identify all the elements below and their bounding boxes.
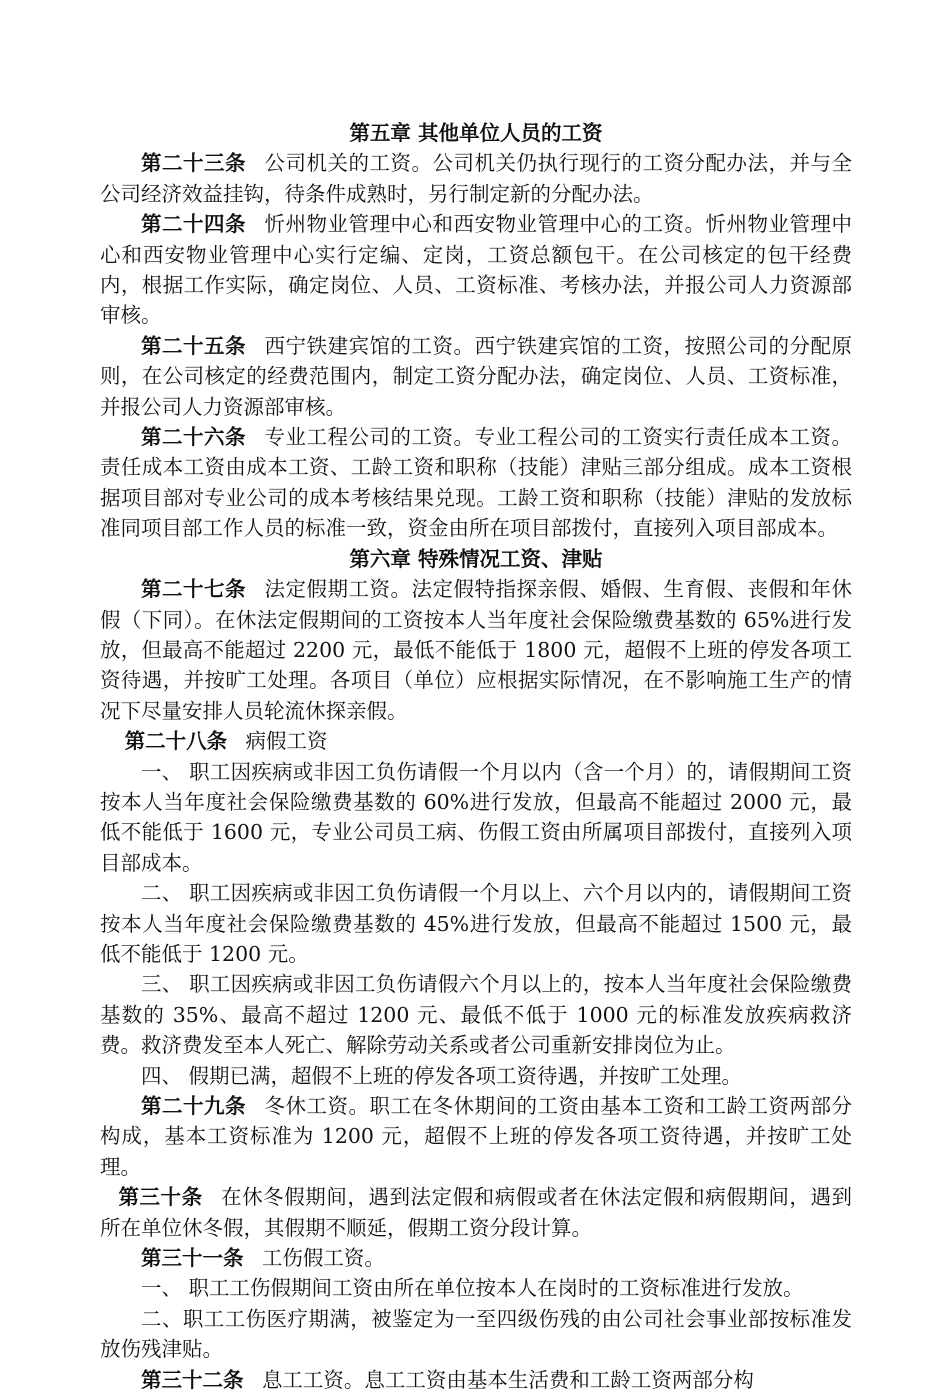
article-24-label: 第二十四条: [141, 212, 247, 237]
article-31-text: 工伤假工资。: [261, 1246, 385, 1271]
article-30: [100, 1182, 852, 1243]
article-30-label: 第三十条: [118, 1185, 203, 1210]
article-30-text: 在休冬假期间，遇到法定假和病假或者在休法定假和病假期间，遇到所在单位休冬假，其假期不顺延，假期工资分段计算。: [100, 1185, 853, 1240]
article-28-label: 第二十八条: [124, 729, 228, 754]
article-28: [100, 726, 852, 756]
article-31-item-1: 一、 职工工伤假期间工资由所在单位按本人在岗时的工资标准进行发放。: [141, 1276, 804, 1301]
article-28-text: 病假工资: [245, 729, 328, 754]
article-28-item-1: 一、 职工因疾病或非因工负伤请假一个月以内（含一个月）的，请假期间工资按本人当年度社会保险缴费基数的 60%进行发放，但最高不能超过 2000 元，最低不能低于 1600 元，专业公司员工病、伤假工资由所属项目部拨付，直接列入项目部成本。: [100, 759, 852, 875]
article-31-item-2: 二、职工工伤医疗期满，被鉴定为一至四级伤残的由公司社会事业部按标准发放伤残津贴。: [100, 1306, 852, 1362]
article-23-label: 第二十三条: [141, 151, 247, 176]
article-24-text: 忻州物业管理中心和西安物业管理中心的工资。忻州物业管理中心和西安物业管理中心实行定编、定岗，工资总额包干。在公司核定的包干经费内，根据工作实际，确定岗位、人员、工资标准、考核办法，并报公司人力资源部审核。: [100, 212, 853, 328]
article-32: [100, 1365, 852, 1395]
article-26-text: 专业工程公司的工资。专业工程公司的工资实行责任成本工资。责任成本工资由成本工资、工龄工资和职称（技能）津贴三部分组成。成本工资根据项目部对专业公司的成本考核结果兑现。工龄工资和职称（技能）津贴的发放标准同项目部工作人员的标准一致，资金由所在项目部拨付，直接列入项目部成本。: [100, 425, 853, 541]
article-24: [100, 209, 852, 331]
article-32-label: 第三十二条: [141, 1367, 244, 1392]
article-31: [100, 1243, 852, 1273]
article-25-text: 西宁铁建宾馆的工资。西宁铁建宾馆的工资，按照公司的分配原则，在公司核定的经费范围内，制定工资分配办法，确定岗位、人员、工资标准，并报公司人力资源部审核。: [100, 333, 853, 419]
chapter-5-title: 第五章 其他单位人员的工资: [349, 121, 603, 145]
article-28-item-3: 三、 职工因疾病或非因工负伤请假六个月以上的，按本人当年度社会保险缴费基数的 35%、最高不超过 1200 元、最低不低于 1000 元的标准发放疾病救济费。救济费发至本人死亡、解除劳动关系或者公司重新安排岗位为止。: [100, 972, 852, 1058]
article-29-label: 第二十九条: [141, 1094, 247, 1118]
chapter-6-title: 第六章 特殊情况工资、津贴: [349, 546, 603, 571]
article-25-label: 第二十五条: [141, 333, 247, 358]
article-23: [100, 148, 852, 209]
article-25: [100, 331, 852, 422]
article-27: [100, 574, 852, 726]
article-29-text: 冬休工资。职工在冬休期间的工资由基本工资和工龄工资两部分构成，基本工资标准为 1200 元，超假不上班的停发各项工资待遇，并按旷工处理。: [100, 1094, 853, 1179]
article-29: [100, 1091, 852, 1182]
article-27-text: 法定假期工资。法定假特指探亲假、婚假、生育假、丧假和年休假（下同）。在休法定假期间的工资按本人当年度社会保险缴费基数的 65%进行发放，但最高不能超过 2200 元，最低不能低于 1800 元，超假不上班的停发各项工资待遇，并按旷工处理。各项目（单位）应根据实际情况，在不影响施工生产的情况下尽量安排人员轮流休探亲假。: [100, 577, 853, 723]
article-26-label: 第二十六条: [141, 425, 247, 450]
article-28-item-4: 四、 假期已满，超假不上班的停发各项工资待遇，并按旷工处理。: [141, 1063, 743, 1088]
article-31-label: 第三十一条: [141, 1246, 244, 1271]
article-23-text: 公司机关的工资。公司机关仍执行现行的工资分配办法，并与全公司经济效益挂钩，待条件成熟时，另行制定新的分配办法。: [100, 151, 853, 206]
article-28-item-2: 二、 职工因疾病或非因工负伤请假一个月以上、六个月以内的，请假期间工资按本人当年度社会保险缴费基数的 45%进行发放，但最高不能超过 1500 元，最低不能低于 1200 元。: [100, 881, 852, 966]
article-27-label: 第二十七条: [141, 577, 247, 602]
article-26: [100, 422, 852, 544]
article-32-text: 息工工资。息工工资由基本生活费和工龄工资两部分构: [261, 1367, 754, 1392]
